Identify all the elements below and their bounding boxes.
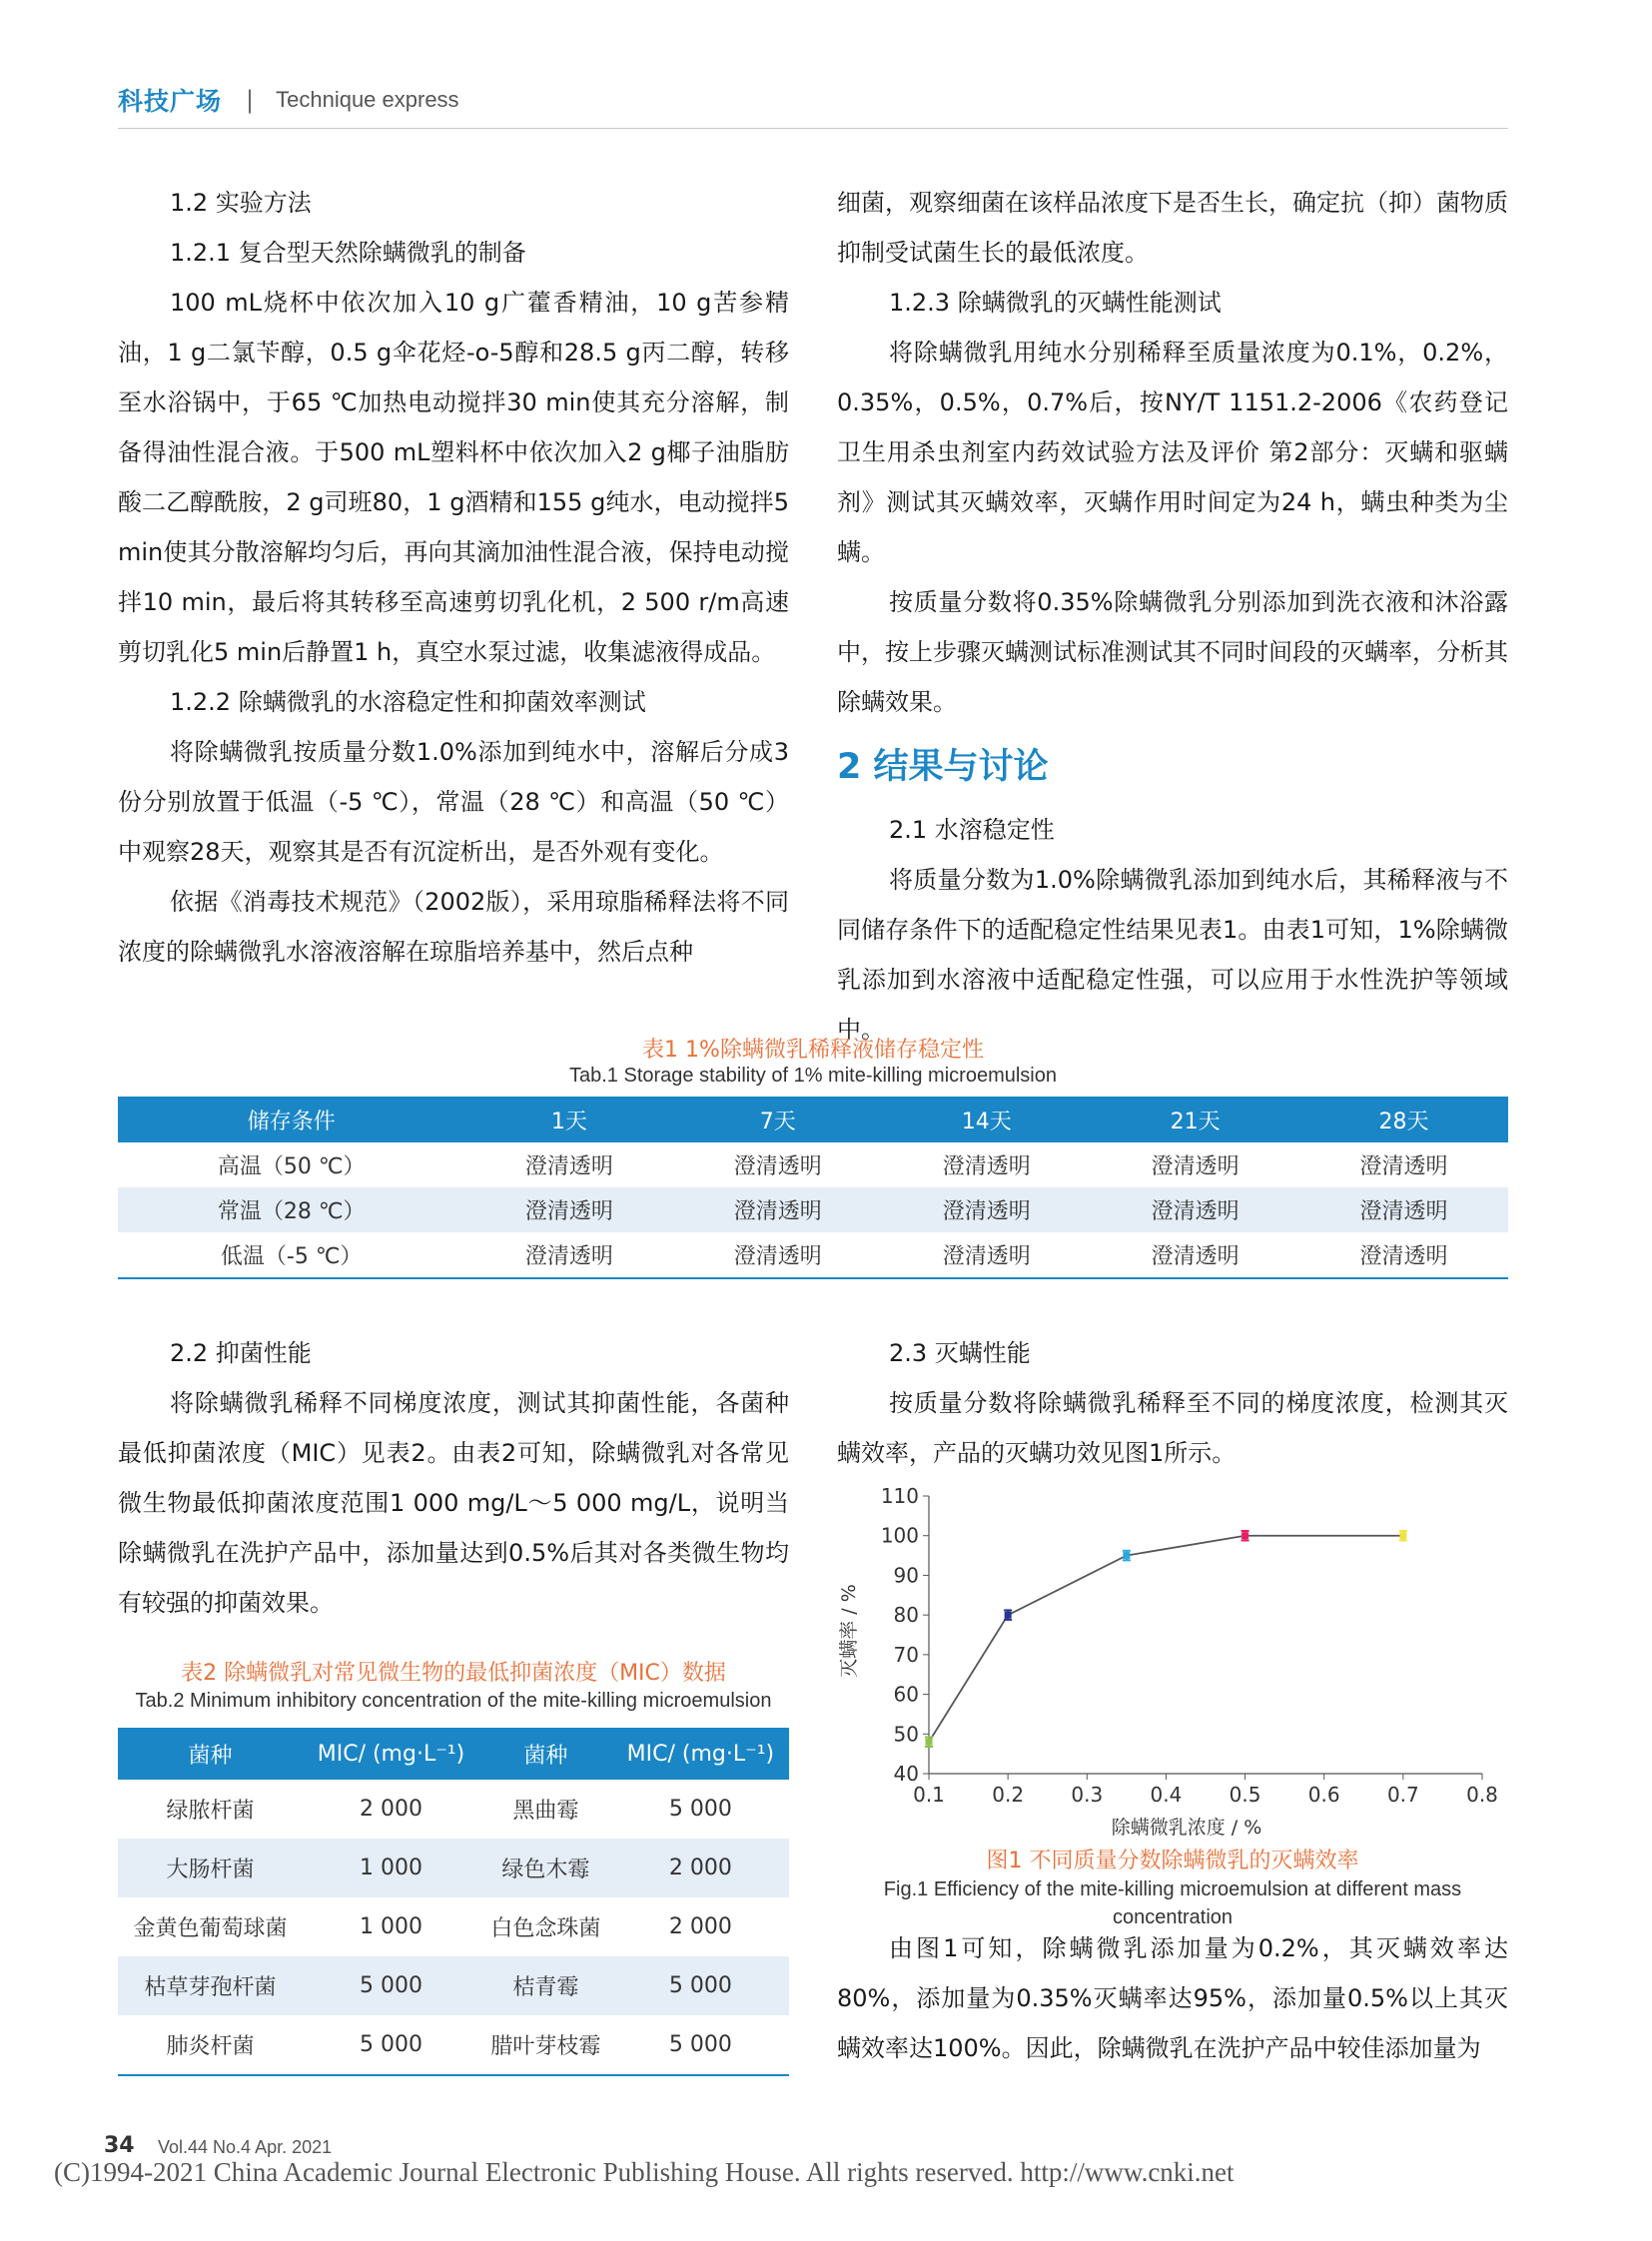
table-row [118, 1232, 1508, 1278]
table-cell: 澄清透明 [1091, 1187, 1299, 1232]
data-point [1005, 1612, 1012, 1619]
running-header [118, 80, 459, 120]
table-header-cell: 28天 [1299, 1097, 1508, 1142]
y-tick-label: 40 [893, 1762, 919, 1786]
table-cell: 澄清透明 [1299, 1187, 1508, 1232]
table-header-cell: MIC/ (mg·L⁻¹) [612, 1728, 789, 1780]
table-cell: 低温（-5 ℃） [118, 1232, 464, 1278]
table-row [118, 1187, 1508, 1232]
table-cell: 枯草芽孢杆菌 [118, 1956, 303, 2015]
chart-y-axis-label: 灭螨率 / % [838, 1584, 860, 1678]
table-cell: 澄清透明 [464, 1187, 673, 1232]
table-header-cell: 21天 [1091, 1097, 1299, 1142]
left-column-lower [118, 1328, 789, 1628]
data-point [926, 1739, 933, 1746]
table-cell: 1 000 [359, 1914, 422, 1939]
data-point [1399, 1532, 1406, 1539]
table-cell: 澄清透明 [1359, 1154, 1448, 1179]
series-line [929, 1536, 1403, 1743]
header-separator: | [246, 86, 255, 114]
table-cell: 腊叶芽枝霉 [479, 2015, 612, 2075]
table2-caption-en: Tab.2 Minimum inhibitory concentration of the mite-killing microemulsion [135, 1690, 772, 1712]
x-tick-label: 0.4 [1150, 1783, 1183, 1807]
heading-1-2-3: 1.2.3 除螨微乳的灭螨性能测试 [889, 289, 1222, 317]
paragraph-preparation: 100 mL烧杯中依次加入10 g广藿香精油，10 g苦参精油，1 g二氯苄醇，0.5 g伞花烃-o-5醇和28.5 g丙二醇，转移至水浴锅中，于65 ℃加热电动搅拌30 min使其充分溶解，制备得油性混合液。于500 mL塑料杯中依次加入2 g椰子油脂肪酸二乙醇酰胺，2 g司班80，1 g酒精和155 g纯水，电动搅拌5 min使其分散溶解均匀后，再向其滴加油性混合液，保持电动搅拌10 min，最后将其转移至高速剪切乳化机，2 500 r/m高速剪切乳化5 min后静置1 h，真空水泵过滤，收集滤液得成品。 [118, 289, 789, 666]
y-tick-label: 90 [893, 1563, 919, 1588]
table-header-row [118, 1097, 1508, 1142]
table-header-cell: 菌种 [118, 1728, 303, 1780]
table-cell: 澄清透明 [1299, 1232, 1508, 1278]
x-tick-label: 0.7 [1386, 1783, 1419, 1807]
x-tick-label: 0.8 [1466, 1783, 1498, 1807]
table-cell: 2 000 [612, 1839, 789, 1897]
table-row [118, 1839, 789, 1897]
page-number: 34 [104, 2133, 135, 2158]
table-cell: 肺炎杆菌 [118, 2015, 303, 2075]
table-header-cell: 储存条件 [118, 1097, 464, 1142]
table-cell: 1 000 [303, 1839, 479, 1897]
y-tick-label: 50 [893, 1722, 919, 1747]
heading-section-2: 2 结果与讨论 [837, 747, 1049, 787]
x-tick-label: 0.2 [992, 1783, 1025, 1807]
figure1-caption-en-line1: Fig.1 Efficiency of the mite-killing microemulsion at different mass [883, 1878, 1462, 1900]
table-cell: 高温（50 ℃） [217, 1154, 366, 1179]
right-column-bottom [837, 1923, 1508, 2073]
table-row [118, 1897, 789, 1956]
table-header-cell: 7天 [673, 1097, 882, 1142]
paragraph-antibacterial: 将除螨微乳稀释不同梯度浓度，测试其抑菌性能，各菌种最低抑菌浓度（MIC）见表2。由表2可知，除螨微乳对各常见微生物最低抑菌浓度范围1 000 mg/L～5 000 mg/L，说明当除螨微乳在洗护产品中，添加量达到0.5%后其对各类微生物均有较强的抑菌效果。 [118, 1389, 789, 1617]
right-column-lower [837, 1328, 1508, 1478]
table-cell: 白色念珠菌 [490, 1916, 601, 1941]
table-cell: 澄清透明 [1091, 1232, 1299, 1278]
paragraph-mite-test: 将除螨微乳用纯水分别稀释至质量浓度为0.1%，0.2%，0.35%，0.5%，0.7%后，按NY/T 1151.2-2006《农药登记卫生用杀虫剂室内药效试验方法及评价 第2部分：灭螨和驱螨剂》测试其灭螨效率，灭螨作用时间定为24 h，螨虫种类为尘螨。 [837, 339, 1508, 566]
copyright-notice: (C)1994-2021 China Academic Journal Electronic Publishing House. All rights reserved. http://www.cnki.net [54, 2157, 1235, 2187]
table-cell: 澄清透明 [733, 1154, 822, 1179]
table-cell: 澄清透明 [882, 1232, 1091, 1278]
heading-1-2: 1.2 实验方法 [170, 189, 312, 217]
table-cell: 金黄色葡萄球菌 [133, 1916, 288, 1941]
table-row [118, 1956, 789, 2015]
table-row [118, 2015, 789, 2075]
table-cell: 绿脓杆菌 [166, 1799, 255, 1824]
y-tick-label: 110 [880, 1484, 919, 1508]
table-cell: 2 000 [668, 1914, 732, 1939]
table-cell: 常温（28 ℃） [118, 1187, 464, 1232]
table-cell: 澄清透明 [524, 1154, 613, 1179]
data-point [1241, 1532, 1248, 1539]
table-cell: 2 000 [359, 1797, 422, 1822]
figure1-caption-en-line2: concentration [1112, 1906, 1234, 1928]
y-tick-label: 80 [893, 1603, 919, 1628]
y-tick-label: 100 [880, 1523, 919, 1548]
table-row [118, 1142, 1508, 1187]
paragraph-mite-result: 由图1可知，除螨微乳添加量为0.2%，其灭螨效率达80%，添加量为0.35%灭螨率达95%，添加量0.5%以上其灭螨效率达100%。因此，除螨微乳在洗护产品中较佳添加量为 [837, 1934, 1508, 2062]
paragraph-stability-result: 将质量分数为1.0%除螨微乳添加到纯水后，其稀释液与不同储存条件下的适配稳定性结果见表1。由表1可知，1%除螨微乳添加到水溶液中适配稳定性强，可以应用于水性洗护等领域中。 [837, 866, 1508, 1044]
table-cell: 绿色木霉 [479, 1839, 612, 1897]
paragraph-agar-method: 依据《消毒技术规范》（2002版），采用琼脂稀释法将不同浓度的除螨微乳水溶液溶解在琼脂培养基中，然后点种 [118, 888, 789, 966]
x-tick-label: 0.5 [1229, 1783, 1261, 1807]
table-cell: 澄清透明 [673, 1187, 882, 1232]
paragraph-mite-test-product: 按质量分数将0.35%除螨微乳分别添加到洗衣液和沐浴露中，按上步骤灭螨测试标准测试其不同时间段的灭螨率，分析其除螨效果。 [837, 588, 1508, 716]
table-cell: 澄清透明 [1151, 1154, 1239, 1179]
table-cell: 澄清透明 [882, 1187, 1091, 1232]
heading-2-2: 2.2 抑菌性能 [170, 1339, 312, 1367]
y-tick-label: 60 [893, 1682, 919, 1707]
table-cell: 5 000 [612, 2015, 789, 2075]
table1-storage-stability [118, 1097, 1508, 1279]
heading-2-3: 2.3 灭螨性能 [889, 1339, 1031, 1367]
table-cell: 澄清透明 [942, 1154, 1031, 1179]
table-cell: 澄清透明 [673, 1232, 882, 1278]
table-header-row [118, 1728, 789, 1780]
table-header-cell: 菌种 [479, 1728, 612, 1780]
table-cell: 黑曲霉 [512, 1799, 579, 1824]
heading-1-2-2: 1.2.2 除螨微乳的水溶稳定性和抑菌效率测试 [170, 688, 646, 716]
heading-1-2-1: 1.2.1 复合型天然除螨微乳的制备 [170, 239, 526, 267]
right-column-upper [837, 178, 1508, 1055]
table-header-cell: 14天 [882, 1097, 1091, 1142]
table1-caption-cn: 表1 1%除螨微乳稀释液储存稳定性 [642, 1038, 984, 1063]
table-cell: 大肠杆菌 [118, 1839, 303, 1897]
data-point [1123, 1552, 1130, 1559]
table-header-cell: MIC/ (mg·L⁻¹) [303, 1728, 479, 1780]
table1-caption-en: Tab.1 Storage stability of 1% mite-killing microemulsion [569, 1065, 1057, 1087]
table-cell: 5 000 [303, 1956, 479, 2015]
volume-info: Vol.44 No.4 Apr. 2021 [158, 2137, 333, 2157]
header-rule [118, 128, 1508, 129]
table-cell: 澄清透明 [464, 1232, 673, 1278]
heading-2-1: 2.1 水溶稳定性 [889, 816, 1055, 844]
table-cell: 5 000 [612, 1956, 789, 2015]
header-section-en: Technique express [276, 87, 459, 112]
x-tick-label: 0.6 [1307, 1783, 1340, 1807]
x-tick-label: 0.1 [913, 1783, 945, 1807]
paragraph-mite-result-intro: 按质量分数将除螨微乳稀释至不同的梯度浓度，检测其灭螨效率，产品的灭螨功效见图1所示。 [837, 1389, 1508, 1467]
table-cell: 5 000 [303, 2015, 479, 2075]
chart-x-axis-label: 除螨微乳浓度 / % [1111, 1817, 1262, 1839]
table-cell: 桔青霉 [479, 1956, 612, 2015]
figure1-caption-cn: 图1 不同质量分数除螨微乳的灭螨效率 [986, 1849, 1359, 1873]
table-cell: 5 000 [668, 1797, 732, 1822]
left-column-upper [118, 178, 789, 977]
table2-caption-cn: 表2 除螨微乳对常见微生物的最低抑菌浓度（MIC）数据 [181, 1661, 726, 1686]
table-header-cell: 1天 [464, 1097, 673, 1142]
chart-series [925, 1531, 1407, 1747]
header-section-cn: 科技广场 [118, 87, 223, 116]
table2-mic [118, 1728, 789, 2076]
figure1-chart [837, 1476, 1508, 1848]
x-tick-label: 0.3 [1071, 1783, 1104, 1807]
paragraph-stability-method: 将除螨微乳按质量分数1.0%添加到纯水中，溶解后分成3份分别放置于低温（-5 ℃），常温（28 ℃）和高温（50 ℃）中观察28天，观察其是否有沉淀析出，是否外观有变化。 [118, 738, 789, 866]
table-row [118, 1780, 789, 1839]
y-tick-label: 70 [893, 1642, 919, 1667]
paragraph-agar-method-cont: 细菌，观察细菌在该样品浓度下是否生长，确定抗（抑）菌物质抑制受试菌生长的最低浓度。 [837, 189, 1508, 267]
